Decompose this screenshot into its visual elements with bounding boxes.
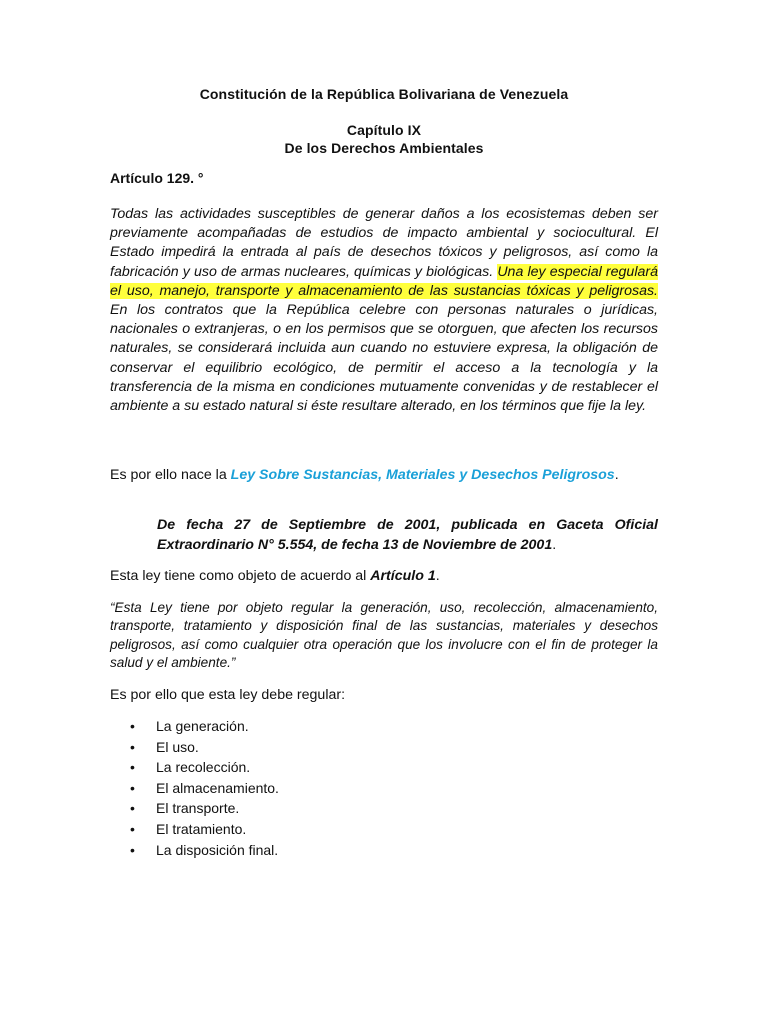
list-item-text: El uso. bbox=[156, 738, 199, 755]
object-intro bbox=[110, 567, 658, 586]
article-body-part2: En los contratos que la República celebre con personas naturales o jurídicas, nacionales o extranjeras, o en los permisos que se otorguen, que afecten los recursos naturales, se considerará incluida aun cuando no estuviere expresa, la obligación de conservar el equilibrio ecológico, de permitir el acceso a la tecnología y la transferencia de la misma en condiciones mutuamente convenidas y de restablecer el ambiente a su estado natural si éste resultare alterado, en los términos que fije la ley. bbox=[110, 302, 658, 415]
bullet: • bbox=[130, 800, 135, 817]
list-item-text: El transporte. bbox=[156, 800, 240, 817]
list-item-text: El almacenamiento. bbox=[156, 779, 279, 796]
list-item-text: La generación. bbox=[156, 718, 249, 734]
chapter-number: Capítulo IX bbox=[346, 122, 422, 138]
regulation-list bbox=[110, 716, 279, 860]
list-item-text: La recolección. bbox=[156, 759, 251, 776]
chapter-heading bbox=[0, 121, 768, 157]
bullet: • bbox=[130, 841, 135, 858]
list-item-text: La disposición final. bbox=[156, 841, 279, 858]
law-intro-suffix: . bbox=[614, 467, 619, 483]
bullet: • bbox=[130, 779, 135, 796]
list-item bbox=[110, 716, 279, 737]
law-intro bbox=[110, 466, 658, 486]
law-quote: “Esta Ley tiene por objeto regular la generación, uso, recolección, almacenamiento, transporte, tratamiento y disposición final de las sustancias, materiales y desechos peligrosos, así como cualquier otra operación que los involucre con el fin de proteger la salud y el ambiente.” bbox=[110, 600, 658, 670]
object-article: Artículo 1 bbox=[370, 568, 436, 584]
object-intro-prefix: Esta ley tiene como objeto de acuerdo al bbox=[110, 568, 371, 584]
list-item bbox=[110, 840, 279, 861]
publication-date bbox=[157, 516, 658, 555]
law-name: Ley Sobre Sustancias, Materiales y Desechos Peligrosos bbox=[230, 467, 615, 483]
law-intro-prefix: Es por ello nace la bbox=[110, 467, 231, 483]
article-body-part1: Todas las actividades susceptibles de generar daños a los ecosistemas deben ser previamente acompañadas de estudios de impacto ambiental y sociocultural. El Estado impedirá la entrada al país de desechos tóxicos y peligrosos, así como la fabricación y uso de armas nucleares, químicas y biológicas. bbox=[110, 206, 658, 280]
bullet: • bbox=[130, 759, 135, 776]
document-title: Constitución de la República Bolivariana de Venezuela bbox=[199, 86, 569, 102]
regulate-intro: Es por ello que esta ley debe regular: bbox=[110, 687, 346, 703]
highlighted-text: Una ley especial regulará el uso, manejo, transporte y almacenamiento de las sustancias tóxicas y peligrosas. bbox=[110, 263, 658, 299]
object-intro-suffix: . bbox=[435, 568, 440, 584]
bullet: • bbox=[130, 718, 135, 734]
bullet: • bbox=[130, 738, 135, 755]
bullet: • bbox=[130, 820, 135, 837]
list-item bbox=[110, 778, 279, 799]
publication-date-text: De fecha 27 de Septiembre de 2001, publicada en Gaceta Oficial Extraordinario N° 5.554, de fecha 13 de Noviembre de 2001 bbox=[157, 517, 658, 553]
chapter-title: De los Derechos Ambientales bbox=[284, 140, 484, 156]
list-item bbox=[110, 737, 279, 758]
list-item bbox=[110, 798, 279, 819]
list-item-text: El tratamiento. bbox=[156, 820, 247, 837]
article-body bbox=[110, 205, 658, 416]
article-heading: Artículo 129. ° bbox=[110, 170, 204, 186]
publication-date-suffix: . bbox=[552, 536, 557, 553]
list-item bbox=[110, 819, 279, 840]
list-item bbox=[110, 757, 279, 778]
